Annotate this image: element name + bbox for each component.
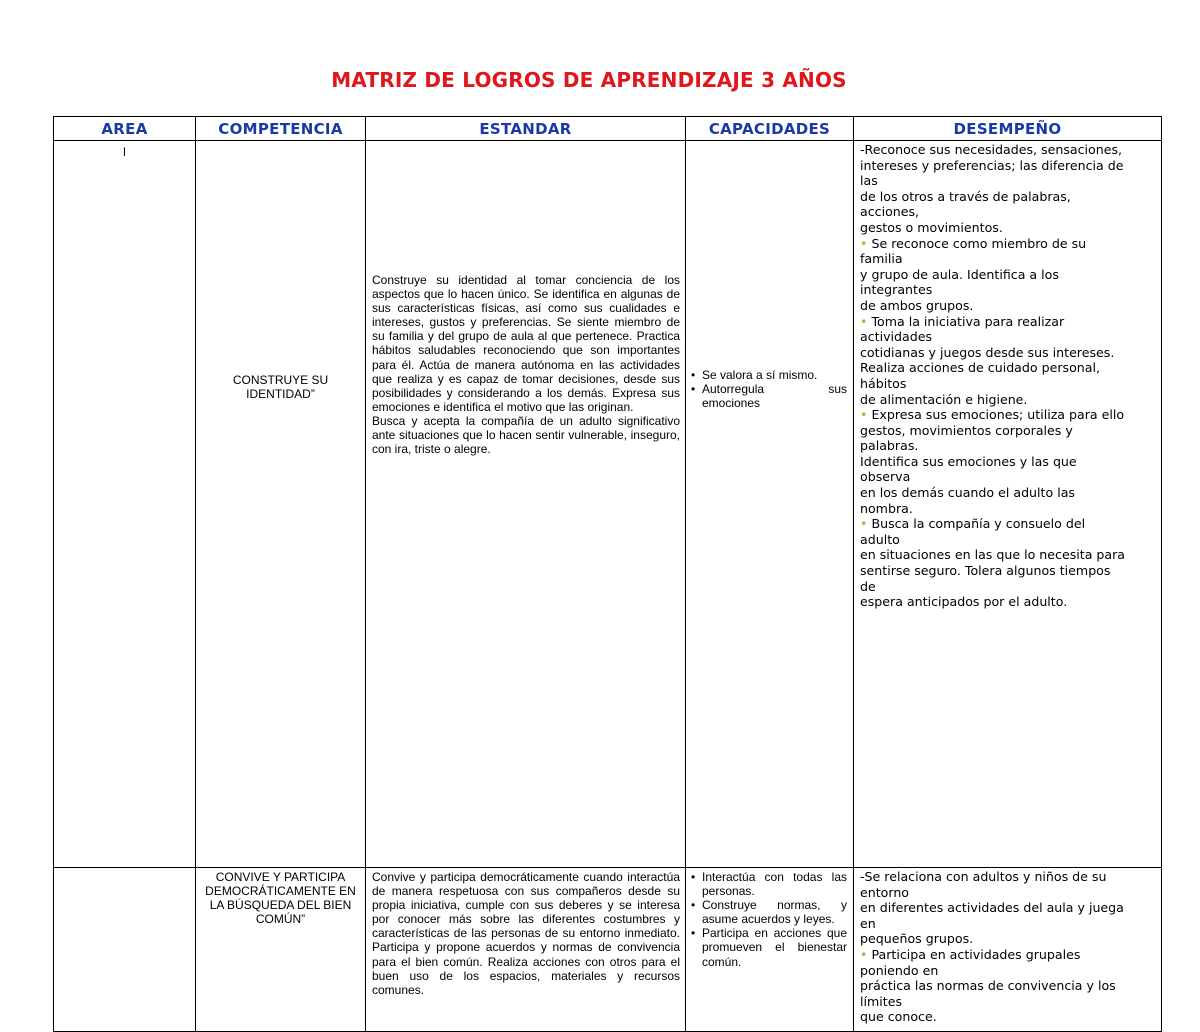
list-item: • Autorregula sus emociones bbox=[691, 382, 847, 410]
bullet-icon: • bbox=[860, 516, 868, 532]
list-item: • Se valora a sí mismo. bbox=[691, 368, 847, 382]
list-item: • Construye normas, y asume acuerdos y leyes. bbox=[691, 898, 847, 926]
desempeno-line: familia bbox=[860, 251, 903, 267]
desempeno-line: en bbox=[860, 915, 876, 931]
desempeno-line: actividades bbox=[860, 329, 933, 345]
capacidades-list bbox=[691, 368, 847, 410]
desempeno-cell bbox=[854, 141, 1162, 868]
desempeno-line: límites bbox=[860, 993, 903, 1009]
area-text: l bbox=[123, 145, 126, 159]
capacidades-cell bbox=[686, 868, 854, 1032]
desempeno-line: gestos o movimientos. bbox=[860, 219, 1003, 235]
desempeno-line: las bbox=[860, 173, 878, 189]
desempeno-cell bbox=[854, 868, 1162, 1032]
table-row bbox=[54, 141, 1162, 868]
desempeno-line: intereses y preferencias; las diferencia de bbox=[860, 157, 1124, 173]
desempeno-line: práctica las normas de convivencia y los bbox=[860, 978, 1116, 994]
desempeno-line: hábitos bbox=[860, 375, 907, 391]
desempeno-line: -Reconoce sus necesidades, sensaciones, bbox=[860, 142, 1123, 157]
estandar-paragraph: Construye su identidad al tomar conciencia de los aspectos que lo hacen único. Se identifica en algunas de sus características físicas, así como sus cualidades e intereses, gustos y preferencias. Se siente miembro de su familia y del grupo de aula al que pertenece. Practica hábitos saludables reconociendo que son importantes para él. Actúa de manera autónoma en las actividades que realiza y es capaz de tomar decisiones, desde sus posibilidades y considerando a los demás. Expresa sus emociones e identifica el motivo que las originan. bbox=[372, 273, 680, 414]
desempeno-line: que conoce. bbox=[860, 1009, 937, 1025]
desempeno-line: • Expresa sus emociones; utiliza para ello bbox=[860, 407, 1125, 423]
estandar-cell bbox=[366, 868, 686, 1032]
desempeno-line: espera anticipados por el adulto. bbox=[860, 594, 1068, 610]
competencia-cell: CONSTRUYE SU IDENTIDAD” bbox=[196, 141, 366, 868]
competencia-cell: CONVIVE Y PARTICIPA DEMOCRÁTICAMENTE EN LA BÚSQUEDA DEL BIEN COMÚN” bbox=[196, 868, 366, 1032]
bullet-icon: • bbox=[860, 407, 868, 423]
desempeno-line: poniendo en bbox=[860, 962, 939, 978]
desempeno-line: de los otros a través de palabras, bbox=[860, 188, 1071, 204]
desempeno-line: integrantes bbox=[860, 282, 933, 298]
header-estandar: ESTANDAR bbox=[366, 117, 686, 141]
bullet-icon: • bbox=[860, 946, 868, 962]
capacidades-cell bbox=[686, 141, 854, 868]
estandar-paragraph: Busca y acepta la compañía de un adulto significativo ante situaciones que lo hacen sentir vulnerable, inseguro, con ira, triste o alegre. bbox=[372, 413, 680, 457]
desempeno-line: observa bbox=[860, 469, 911, 485]
desempeno-line: de alimentación e higiene. bbox=[860, 391, 1028, 407]
desempeno-line: Identifica sus emociones y las que bbox=[860, 453, 1077, 469]
desempeno-line: -Se relaciona con adultos y niños de su bbox=[860, 869, 1107, 884]
capacidades-list bbox=[691, 870, 847, 969]
area-cell bbox=[54, 141, 196, 868]
desempeno-line: • Participa en actividades grupales bbox=[860, 946, 1081, 962]
list-item: • Participa en acciones que promueven el bienestar común. bbox=[691, 926, 847, 968]
desempeno-line: en los demás cuando el adulto las bbox=[860, 485, 1075, 501]
desempeno-line: pequeños grupos. bbox=[860, 931, 974, 947]
table-row bbox=[54, 868, 1162, 1032]
bullet-icon: • bbox=[860, 313, 868, 329]
desempeno-line: en situaciones en las que lo necesita para bbox=[860, 547, 1126, 563]
estandar-paragraph: Convive y participa democráticamente cuando interactúa de manera respetuosa con sus compañeros desde su propia iniciativa, cumple con sus deberes y se interesa por conocer más sobre las diferentes costumbres y características de las personas de su entorno inmediato. Participa y propone acuerdos y normas de convivencia para el bien común. Realiza acciones con otros para el buen uso de los espacios, materiales y recursos comunes. bbox=[372, 870, 680, 997]
header-competencia: COMPETENCIA bbox=[196, 117, 366, 141]
area-cell bbox=[54, 868, 196, 1032]
desempeno-line: entorno bbox=[860, 884, 910, 900]
desempeno-line: de bbox=[860, 578, 876, 594]
desempeno-line: • Se reconoce como miembro de su bbox=[860, 235, 1087, 251]
desempeno-line: adulto bbox=[860, 531, 900, 547]
desempeno-line: nombra. bbox=[860, 500, 913, 516]
header-area: AREA bbox=[54, 117, 196, 141]
desempeno-line: acciones, bbox=[860, 204, 920, 220]
desempeno-line: en diferentes actividades del aula y juega bbox=[860, 900, 1124, 916]
page-title: MATRIZ DE LOGROS DE APRENDIZAJE 3 AÑOS bbox=[331, 68, 847, 92]
list-item: • Interactúa con todas las personas. bbox=[691, 870, 847, 898]
achievement-matrix-table bbox=[53, 116, 1162, 1032]
desempeno-line: cotidianas y juegos desde sus intereses. bbox=[860, 344, 1115, 360]
desempeno-line: Realiza acciones de cuidado personal, bbox=[860, 360, 1100, 376]
bullet-icon: • bbox=[860, 235, 868, 251]
header-capacidades: CAPACIDADES bbox=[686, 117, 854, 141]
desempeno-line: • Busca la compañía y consuelo del bbox=[860, 516, 1086, 532]
desempeno-line: gestos, movimientos corporales y bbox=[860, 422, 1073, 438]
estandar-cell bbox=[366, 141, 686, 868]
header-desempeno: DESEMPEÑO bbox=[854, 117, 1162, 141]
desempeno-line: palabras. bbox=[860, 438, 919, 454]
desempeno-line: de ambos grupos. bbox=[860, 297, 974, 313]
desempeno-line: • Toma la iniciativa para realizar bbox=[860, 313, 1065, 329]
desempeno-line: sentirse seguro. Tolera algunos tiempos bbox=[860, 563, 1111, 579]
desempeno-line: y grupo de aula. Identifica a los bbox=[860, 266, 1059, 282]
header-row bbox=[54, 117, 1162, 141]
